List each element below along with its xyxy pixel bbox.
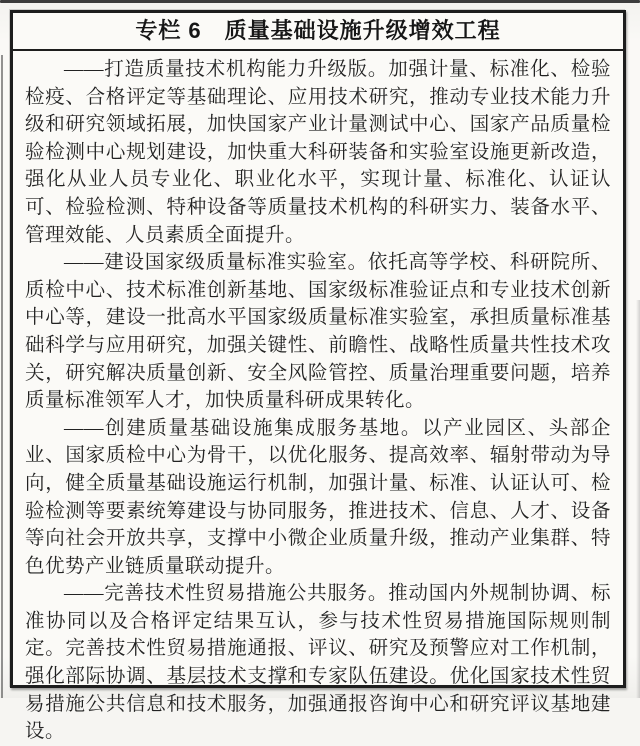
paragraph-quality-tech-institutions: ——打造质量技术机构能力升级版。加强计量、标准化、检验检疫、合格评定等基础理论、应用技术研究，推动专业技术能力升级和研究领域拓展，加快国家产业计量测试中心、国家产品质量检验检测中心规划建设，加快重大科研装备和实验室设施更新改造，强化从业人员专业化、职业化水平，实现计量、标准化、认证认可、检验检测、特种设备等质量技术机构的科研实力、装备水平、管理效能、人员素质全面提升。 <box>25 59 611 246</box>
page-right-edge-shadow <box>636 300 640 698</box>
column-6-panel <box>10 10 626 743</box>
page-top-edge-line <box>0 0 640 3</box>
panel-body <box>13 51 623 746</box>
paragraph-national-quality-standard-labs: ——建设国家级质量标准实验室。依托高等学校、科研院所、质检中心、技术标准创新基地、国家级标准验证点和专业技术创新中心等，建设一批高水平国家级质量标准实验室，承担质量标准基础科学与应用研究，加强关键性、前瞻性、战略性质量共性技术攻关，研究解决质量创新、安全风险管控、质量治理重要问题，培养质量标准领军人才，加快质量科研成果转化。 <box>25 252 611 412</box>
panel-title: 专栏 6 质量基础设施升级增效工程 <box>13 13 623 51</box>
paragraph-technical-trade-measures: ——完善技术性贸易措施公共服务。推动国内外规制协调、标准协同以及合格评定结果互认，参与技术性贸易措施国际规则制定。完善技术性贸易措施通报、评议、研究及预警应对工作机制，强化部际协调、基层技术支撑和专家队伍建设。优化国家技术性贸易措施公共信息和技术服务，加强通报咨询中心和研究评议基地建设。 <box>25 583 611 743</box>
paragraph-integrated-service-bases: ——创建质量基础设施集成服务基地。以产业园区、头部企业、国家质检中心为骨干，以优化服务、提高效率、辐射带动为导向，健全质量基础设施运行机制，加强计量、标准、认证认可、检验检测等要素统筹建设与协同服务，推进技术、信息、人才、设备等向社会开放共享，支撑中小微企业质量升级，推动产业集群、特色优势产业链质量联动提升。 <box>25 417 611 577</box>
page-left-edge-line <box>1 55 3 698</box>
